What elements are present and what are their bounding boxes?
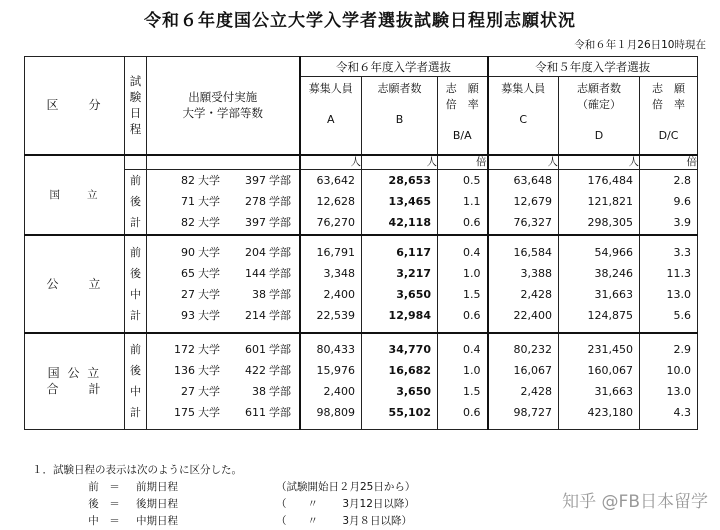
value-ba: 0.5 <box>463 174 481 188</box>
application-status-table <box>24 56 698 430</box>
nittei-label: 中 <box>130 385 141 399</box>
value-a: 80,433 <box>316 343 355 357</box>
value-b: 55,102 <box>388 406 431 420</box>
unit-label: 倍 <box>640 155 698 170</box>
value-b: 13,465 <box>388 195 431 209</box>
unit-label: 人 <box>488 155 559 170</box>
unit-label: 人 <box>362 155 438 170</box>
value-cell-d <box>559 333 640 429</box>
value-ba: 1.0 <box>463 267 481 280</box>
value-dc: 13.0 <box>666 288 692 301</box>
value-a: 76,270 <box>316 216 355 230</box>
section-row <box>25 235 698 333</box>
nittei-label: 後 <box>130 267 141 280</box>
value-b: 42,118 <box>388 216 431 230</box>
value-c: 80,232 <box>513 343 552 357</box>
value-cell-a <box>300 333 362 429</box>
note-item: 前 ＝ 前期日程 （試験開始日２月25日から） <box>88 481 416 493</box>
value-cell-dc <box>640 333 698 429</box>
value-b: 12,984 <box>388 309 431 322</box>
notes <box>32 462 436 530</box>
value-ba: 0.4 <box>463 343 481 357</box>
value-dc: 13.0 <box>666 385 692 399</box>
nittei-label: 前 <box>130 246 141 259</box>
section-name: 国 公 立 合 計 <box>25 333 125 429</box>
value-cell-b <box>362 169 438 235</box>
value-a: 63,642 <box>316 174 355 188</box>
value-c: 98,727 <box>513 406 552 420</box>
value-c: 2,428 <box>520 288 552 301</box>
r6-col-header-1: 志願者数 B <box>362 77 438 155</box>
institution-cell <box>147 235 300 333</box>
value-cell-a <box>300 235 362 333</box>
value-b: 3,217 <box>396 267 431 280</box>
value-b: 3,650 <box>396 288 431 301</box>
value-cell-b <box>362 333 438 429</box>
value-c: 22,400 <box>513 309 552 322</box>
section-name: 公 立 <box>25 235 125 333</box>
institution-count: 175 大学 611 学部 <box>174 406 291 420</box>
section-name: 国 立 <box>25 155 125 236</box>
institution-count: 27 大学 38 学部 <box>181 288 291 301</box>
value-b: 3,650 <box>396 385 431 399</box>
value-a: 16,791 <box>316 246 355 259</box>
value-d: 124,875 <box>587 309 633 322</box>
value-ba: 0.6 <box>463 216 481 230</box>
value-a: 3,348 <box>323 267 355 280</box>
value-ba: 0.4 <box>463 246 481 259</box>
value-cell-c <box>488 235 559 333</box>
header-shutsugan: 出願受付実施 大学・学部等数 <box>147 57 300 155</box>
institution-count: 71 大学 278 学部 <box>181 195 291 209</box>
value-a: 15,976 <box>316 364 355 378</box>
institution-count: 93 大学 214 学部 <box>181 309 291 322</box>
value-d: 121,821 <box>587 195 633 209</box>
institution-count: 82 大学 397 学部 <box>181 216 291 230</box>
unit-label: 人 <box>559 155 640 170</box>
nittei-label: 後 <box>130 364 141 378</box>
institution-count: 90 大学 204 学部 <box>181 246 291 259</box>
value-ba: 1.5 <box>463 385 481 399</box>
institution-count: 65 大学 144 学部 <box>181 267 291 280</box>
value-cell-b <box>362 235 438 333</box>
value-c: 16,584 <box>513 246 552 259</box>
unit-row <box>25 155 698 170</box>
value-c: 3,388 <box>520 267 552 280</box>
as-of-date: 令和６年１月26日10時現在 <box>574 39 706 51</box>
value-cell-dc <box>640 235 698 333</box>
value-ba: 0.6 <box>463 309 481 322</box>
value-dc: 3.3 <box>673 246 692 259</box>
value-d: 38,246 <box>594 267 633 280</box>
value-dc: 9.6 <box>673 195 692 209</box>
unit-label: 倍 <box>438 155 488 170</box>
value-dc: 10.0 <box>666 364 692 378</box>
value-ba: 0.6 <box>463 406 481 420</box>
value-d: 31,663 <box>594 385 633 399</box>
r5-col-header-2: 志 願 倍 率 D/C <box>640 77 698 155</box>
nittei-cell <box>125 235 147 333</box>
nittei-label: 計 <box>130 309 141 322</box>
header-group-r6: 令和６年度入学者選抜 <box>300 57 488 77</box>
r5-col-header-1: 志願者数 （確定） D <box>559 77 640 155</box>
value-d: 176,484 <box>587 174 633 188</box>
r6-col-header-0: 募集人員 A <box>300 77 362 155</box>
value-dc: 2.9 <box>673 343 692 357</box>
value-d: 298,305 <box>587 216 633 230</box>
value-a: 98,809 <box>316 406 355 420</box>
note-item: 中 ＝ 中期日程 （ 〃 3月８日以降） <box>88 515 413 527</box>
value-ba: 1.1 <box>463 195 481 209</box>
institution-count: 172 大学 601 学部 <box>174 343 291 357</box>
value-a: 2,400 <box>323 288 355 301</box>
value-a: 2,400 <box>323 385 355 399</box>
value-cell-dc <box>640 169 698 235</box>
nittei-label: 前 <box>130 174 141 188</box>
r6-col-header-2: 志 願 倍 率 B/A <box>438 77 488 155</box>
value-ba: 1.0 <box>463 364 481 378</box>
value-d: 31,663 <box>594 288 633 301</box>
value-b: 16,682 <box>388 364 431 378</box>
institution-count: 136 大学 422 学部 <box>174 364 291 378</box>
value-d: 423,180 <box>587 406 633 420</box>
value-a: 12,628 <box>316 195 355 209</box>
value-d: 231,450 <box>587 343 633 357</box>
value-d: 160,067 <box>587 364 633 378</box>
value-c: 2,428 <box>520 385 552 399</box>
unit-label: 人 <box>300 155 362 170</box>
notes-heading: １．試験日程の表示は次のように区分した。 <box>32 464 242 476</box>
nittei-label: 計 <box>130 406 141 420</box>
unit-blank <box>147 155 300 170</box>
watermark: 知乎 @FB日本留学 <box>562 492 708 512</box>
header-shiken-nittei: 試 験 日 程 <box>125 57 147 155</box>
nittei-label: 中 <box>130 288 141 301</box>
nittei-label: 前 <box>130 343 141 357</box>
value-cell-ba <box>438 169 488 235</box>
value-ba: 1.5 <box>463 288 481 301</box>
r5-col-header-0: 募集人員 C <box>488 77 559 155</box>
nittei-cell <box>125 333 147 429</box>
value-b: 28,653 <box>388 174 431 188</box>
value-b: 6,117 <box>396 246 431 259</box>
nittei-label: 後 <box>130 195 141 209</box>
value-cell-c <box>488 169 559 235</box>
value-dc: 2.8 <box>673 174 692 188</box>
value-cell-d <box>559 169 640 235</box>
value-c: 16,067 <box>513 364 552 378</box>
value-cell-d <box>559 235 640 333</box>
header-group-r5: 令和５年度入学者選抜 <box>488 57 698 77</box>
institution-count: 27 大学 38 学部 <box>181 385 291 399</box>
value-c: 12,679 <box>513 195 552 209</box>
institution-cell <box>147 169 300 235</box>
nittei-label: 計 <box>130 216 141 230</box>
value-cell-a <box>300 169 362 235</box>
value-dc: 3.9 <box>673 216 692 230</box>
nittei-cell <box>125 169 147 235</box>
value-cell-ba <box>438 235 488 333</box>
value-a: 22,539 <box>316 309 355 322</box>
institution-cell <box>147 333 300 429</box>
value-c: 63,648 <box>513 174 552 188</box>
value-dc: 5.6 <box>673 309 692 322</box>
institution-count: 82 大学 397 学部 <box>181 174 291 188</box>
value-c: 76,327 <box>513 216 552 230</box>
page-title: 令和６年度国公立大学入学者選抜試験日程別志願状況 <box>144 11 576 31</box>
value-dc: 4.3 <box>673 406 692 420</box>
value-d: 54,966 <box>594 246 633 259</box>
unit-blank <box>125 155 147 170</box>
value-b: 34,770 <box>388 343 431 357</box>
value-cell-ba <box>438 333 488 429</box>
header-kubun: 区 分 <box>25 57 125 155</box>
section-row <box>25 333 698 429</box>
section-row <box>25 169 698 235</box>
value-dc: 11.3 <box>666 267 692 280</box>
value-cell-c <box>488 333 559 429</box>
note-item: 後 ＝ 後期日程 （ 〃 3月12日以降） <box>88 498 415 510</box>
